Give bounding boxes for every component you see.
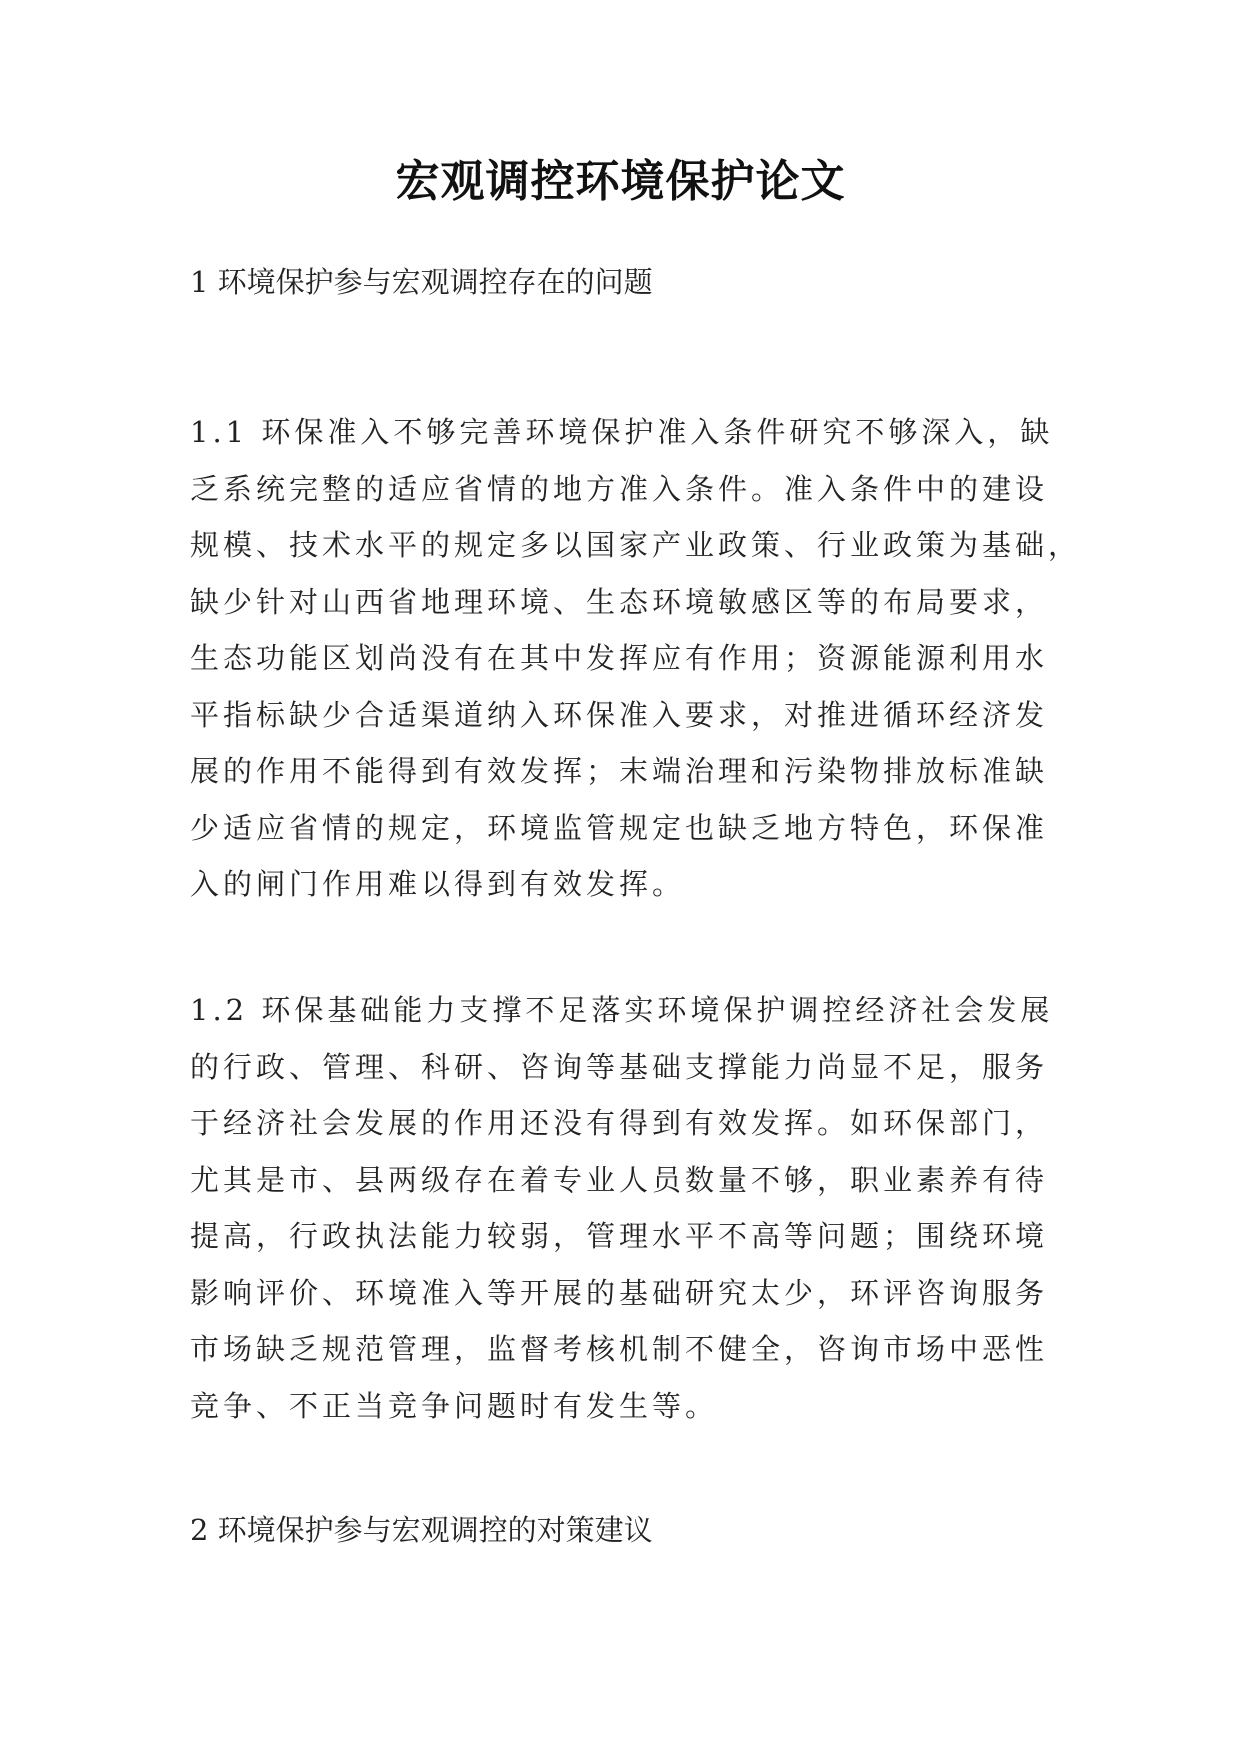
paragraph-1-1 [190, 404, 1082, 913]
paragraph-line: 少适应省情的规定，环境监管规定也缺乏地方特色，环保准 [190, 810, 1049, 845]
section-heading-2: 2 环境保护参与宏观调控的对策建议 [190, 1513, 653, 1547]
document-title: 宏观调控环境保护论文 [395, 156, 846, 207]
paragraph-line: 规模、技术水平的规定多以国家产业政策、行业政策为基础， [190, 528, 1082, 562]
paragraph-line: 尤其是市、县两级存在着专业人员数量不够，职业素养有待 [190, 1162, 1049, 1197]
paragraph-line: 的行政、管理、科研、咨询等基础支撑能力尚显不足，服务 [190, 1049, 1049, 1084]
paragraph-line: 展的作用不能得到有效发挥；末端治理和污染物排放标准缺 [190, 754, 1049, 788]
paragraph-line: 生态功能区划尚没有在其中发挥应有作用；资源能源利用水 [190, 641, 1049, 675]
paragraph-line: 竞争、不正当竞争问题时有发生等。 [190, 1388, 719, 1423]
paragraph-line: 市场缺乏规范管理，监督考核机制不健全，咨询市场中恶性 [190, 1332, 1049, 1366]
paragraph-line: 于经济社会发展的作用还没有得到有效发挥。如环保部门， [190, 1106, 1049, 1140]
paragraph-line: 1.2 环保基础能力支撑不足落实环境保护调控经济社会发展 [190, 993, 1054, 1027]
paragraph-line: 乏系统完整的适应省情的地方准入条件。准入条件中的建设 [190, 471, 1049, 506]
section-heading-1: 1 环境保护参与宏观调控存在的问题 [190, 265, 653, 299]
paragraph-line: 影响评价、环境准入等开展的基础研究太少，环评咨询服务 [190, 1275, 1049, 1310]
paragraph-line: 缺少针对山西省地理环境、生态环境敏感区等的布局要求， [190, 584, 1049, 619]
paragraph-line: 1.1 环保准入不够完善环境保护准入条件研究不够深入，缺 [190, 415, 1054, 449]
paragraph-line: 入的闸门作用难以得到有效发挥。 [190, 867, 686, 901]
paragraph-line: 平指标缺少合适渠道纳入环保准入要求，对推进循环经济发 [190, 697, 1049, 732]
paragraph-1-2 [190, 982, 1070, 1434]
paragraph-line: 提高，行政执法能力较弱，管理水平不高等问题；围绕环境 [190, 1219, 1049, 1253]
